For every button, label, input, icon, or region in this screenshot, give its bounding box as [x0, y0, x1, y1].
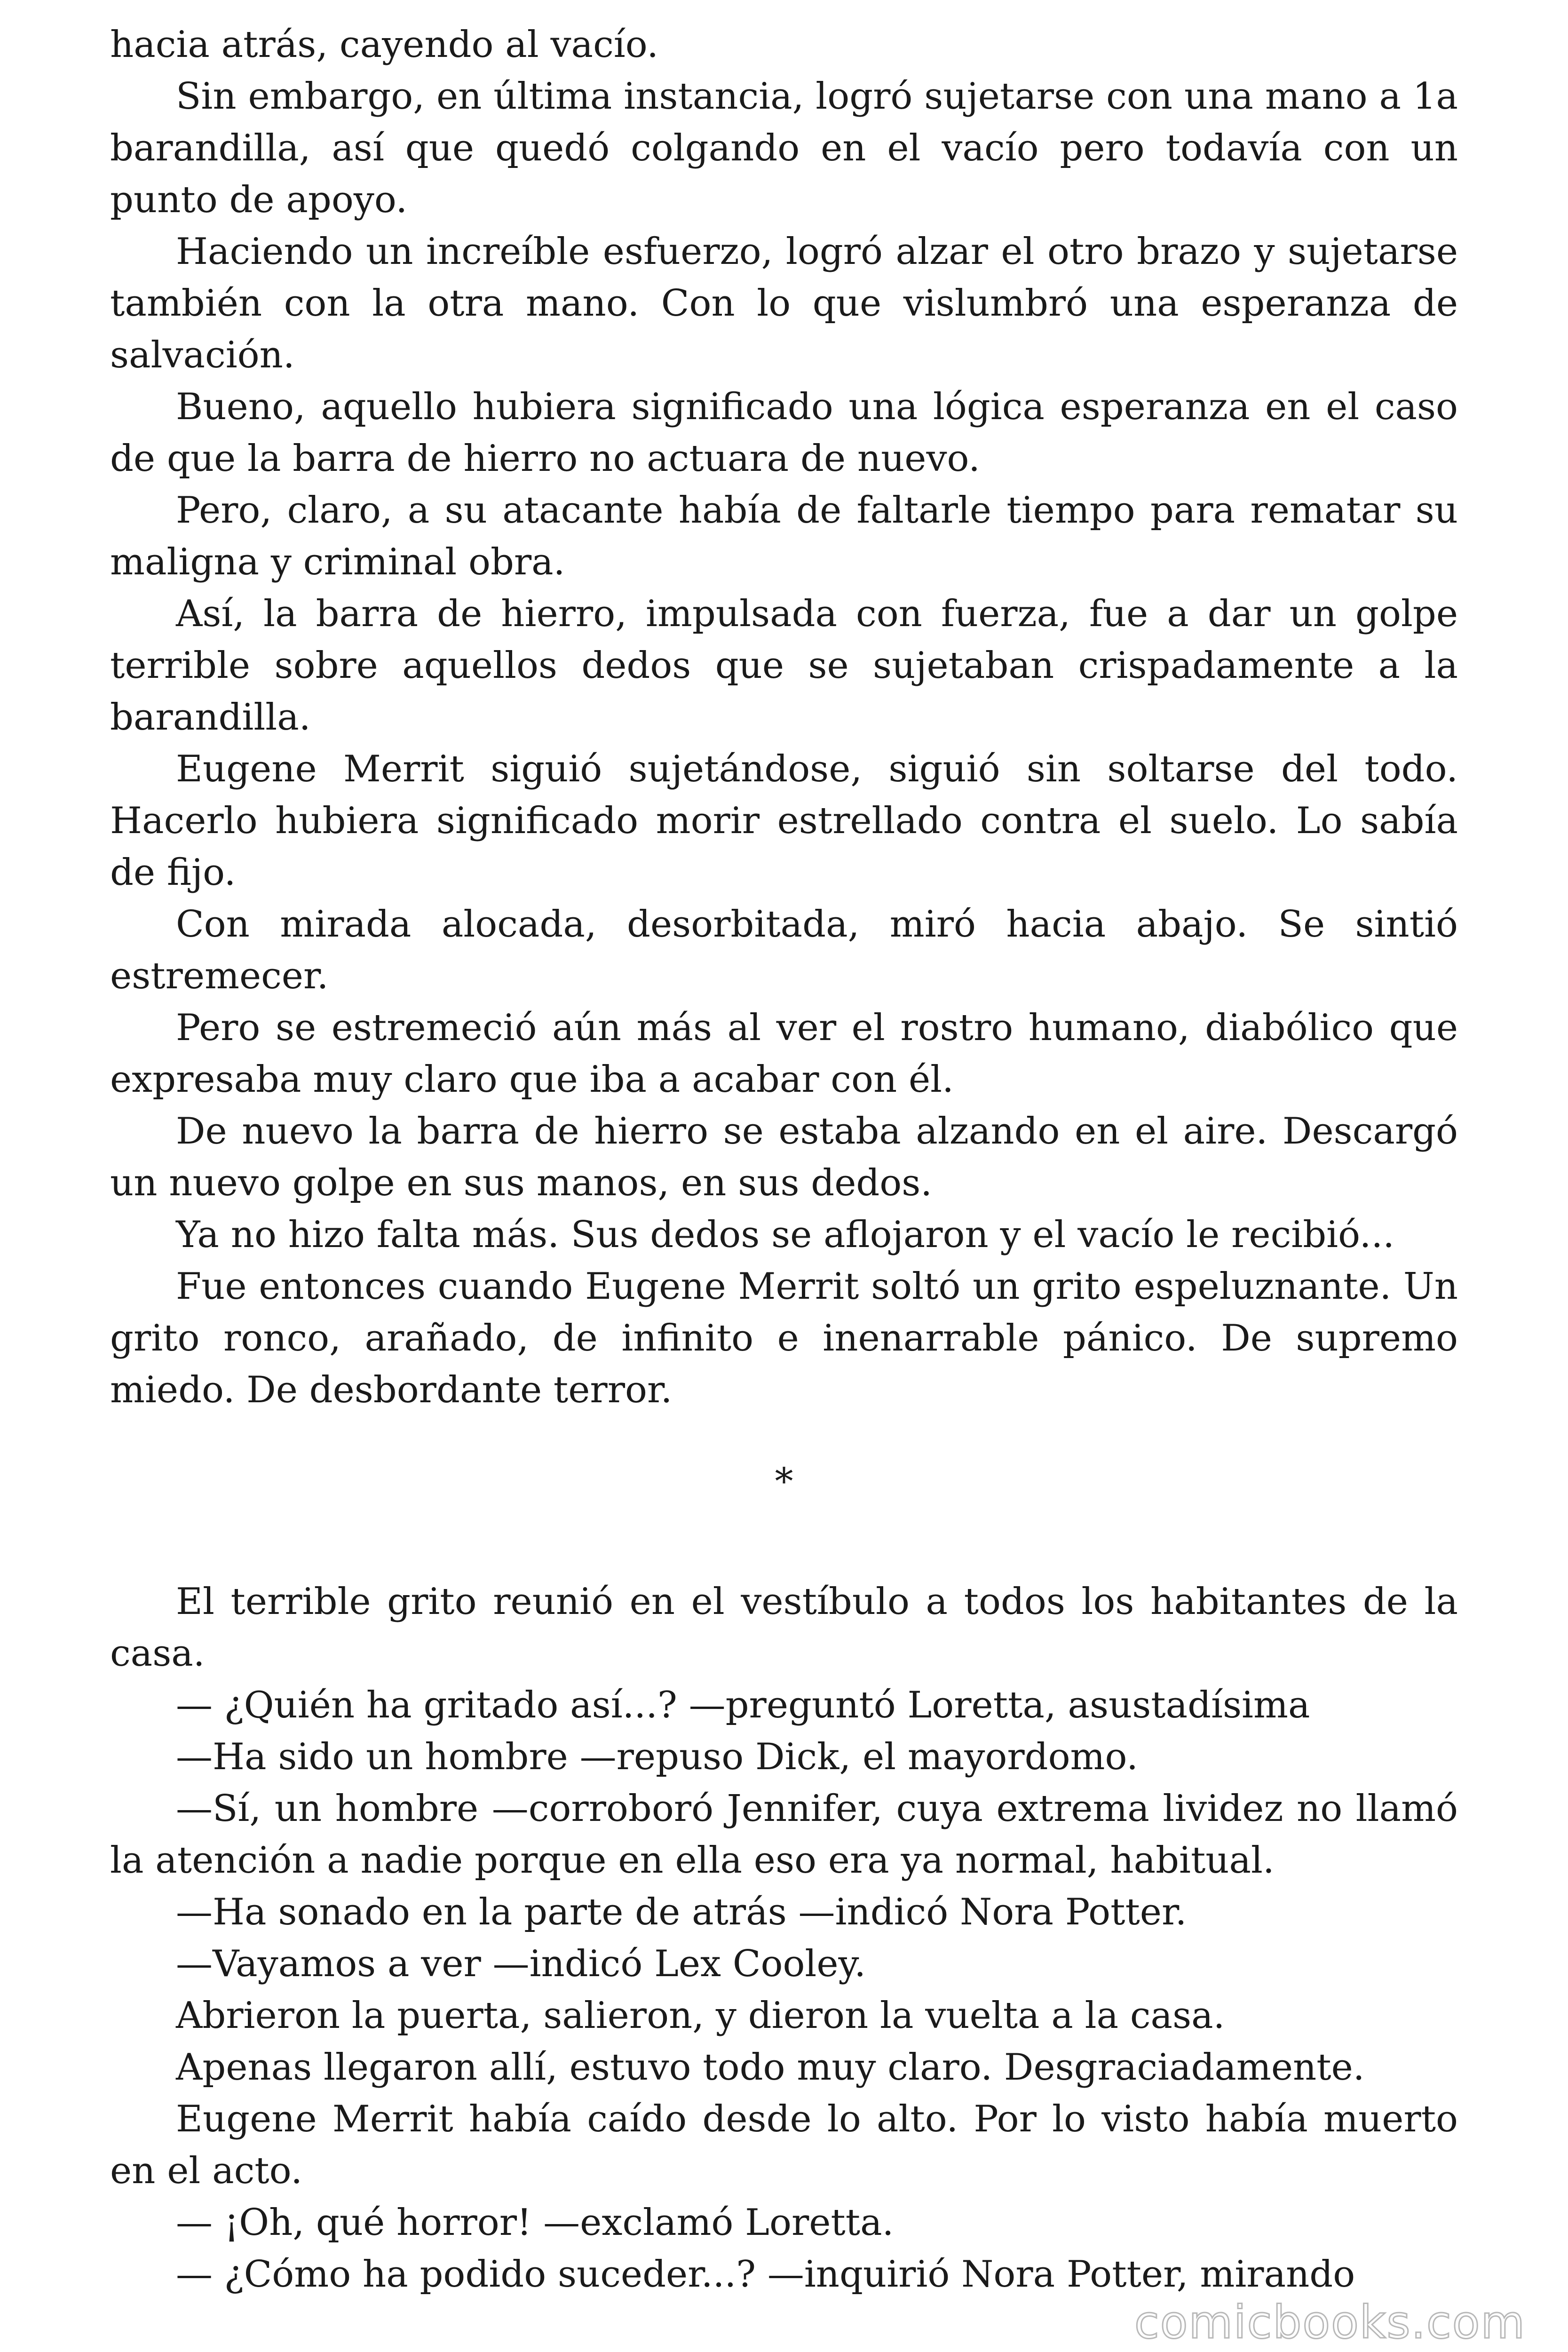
paragraph: Apenas llegaron allí, estuvo todo muy claro. Desgraciadamente. — [176, 2046, 1365, 2089]
paragraph: —Vayamos a ver —indicó Lex Cooley. — [176, 1943, 866, 1985]
paragraph: Ya no hizo falta más. Sus dedos se aflojaron y el vacío le recibió... — [176, 1214, 1395, 1256]
paragraph: Fue entonces cuando Eugene Merrit soltó un grito espeluznante. Un grito ronco, arañado, de infinito e inenarrable pánico. De supremo miedo. De desbordante terror. — [110, 1265, 1458, 1411]
paragraph: — ¡Oh, qué horror! —exclamó Loretta. — [176, 2201, 894, 2244]
paragraph: Abrieron la puerta, salieron, y dieron la vuelta a la casa. — [176, 1994, 1225, 2037]
text-block-bottom — [110, 1576, 1458, 2300]
paragraph: De nuevo la barra de hierro se estaba alzando en el aire. Descargó un nuevo golpe en sus manos, en sus dedos. — [110, 1110, 1458, 1204]
paragraph: — ¿Cómo ha podido suceder...? —inquirió Nora Potter, mirando — [176, 2253, 1355, 2296]
paragraph: Eugene Merrit siguió sujetándose, siguió sin soltarse del todo. Hacerlo hubiera significado morir estrellado contra el suelo. Lo sabía de fijo. — [110, 748, 1458, 894]
document-page — [110, 19, 1458, 2300]
paragraph: Bueno, aquello hubiera significado una lógica esperanza en el caso de que la barra de hierro no actuara de nuevo. — [110, 386, 1458, 480]
text-block-top — [110, 19, 1458, 1416]
paragraph: Eugene Merrit había caído desde lo alto. Por lo visto había muerto en el acto. — [110, 2098, 1458, 2192]
paragraph: —Ha sido un hombre —repuso Dick, el mayordomo. — [176, 1736, 1138, 1778]
paragraph: Así, la barra de hierro, impulsada con fuerza, fue a dar un golpe terrible sobre aquellos dedos que se sujetaban crispadamente a la barandilla. — [110, 593, 1458, 739]
paragraph: Haciendo un increíble esfuerzo, logró alzar el otro brazo y sujetarse también con la otra mano. Con lo que vislumbró una esperanza de salvación. — [110, 230, 1458, 376]
paragraph: El terrible grito reunió en el vestíbulo a todos los habitantes de la casa. — [110, 1581, 1458, 1675]
paragraph: — ¿Quién ha gritado así...? —preguntó Loretta, asustadísima — [176, 1684, 1310, 1726]
paragraph: —Sí, un hombre —corroboró Jennifer, cuya extrema lividez no llamó la atención a nadie porque en ella eso era ya normal, habitual. — [110, 1788, 1458, 1882]
section-separator: * — [775, 1461, 793, 1503]
paragraph: hacia atrás, cayendo al vacío. — [110, 24, 659, 66]
paragraph: Pero se estremeció aún más al ver el rostro humano, diabólico que expresaba muy claro que iba a acabar con él. — [110, 1007, 1458, 1101]
paragraph: Pero, claro, a su atacante había de faltarle tiempo para rematar su maligna y criminal obra. — [110, 489, 1458, 583]
paragraph: Con mirada alocada, desorbitada, miró hacia abajo. Se sintió estremecer. — [110, 903, 1458, 997]
watermark: comicbooks.com — [1134, 2296, 1526, 2349]
paragraph: —Ha sonado en la parte de atrás —indicó Nora Potter. — [176, 1891, 1187, 1933]
paragraph: Sin embargo, en última instancia, logró sujetarse con una mano a 1a barandilla, así que quedó colgando en el vacío pero todavía con un punto de apoyo. — [110, 75, 1458, 221]
